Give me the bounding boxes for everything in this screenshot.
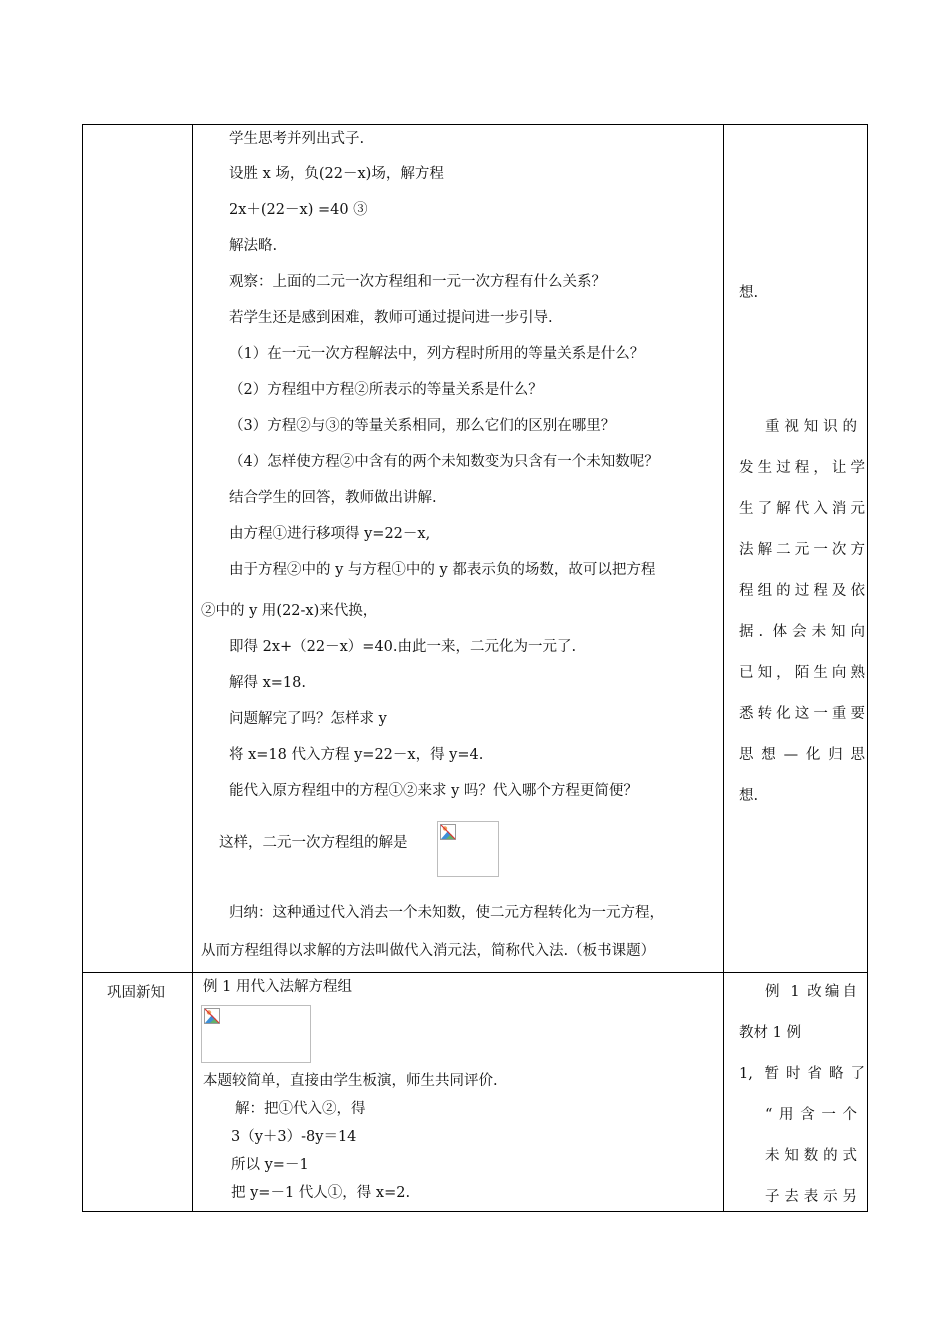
note-line: 重视知识的 [765,419,857,435]
text-line: 问题解完了吗？怎样求 y [229,711,387,727]
text-line: 本题较简单，直接由学生板演，师生共同评价. [203,1073,498,1089]
equation-line: 所以 y=－1 [231,1157,309,1173]
note-line: 程组的过程及依 [739,583,865,599]
note-line: 发生过程，让学 [739,460,865,476]
note-line: 想. [739,285,759,301]
text-line: 学生思考并列出式子. [229,131,365,147]
question-line: （1）在一元一次方程解法中，列方程时所用的等量关系是什么？ [229,346,645,362]
note-line: 1, 暂时省略了 [739,1066,865,1082]
text-line: 结合学生的回答，教师做出讲解. [229,490,437,506]
note-line: 例 1 改编自 [765,984,857,1000]
text-line: 解法略. [229,238,278,254]
text-line: 解：把①代入②，得 [235,1101,366,1117]
text-line: 设胜 x 场，负(22－x)场，解方程 [229,166,444,182]
text-line: 能代入原方程组中的方程①②来求 y 吗？代入哪个方程更简便？ [229,783,638,799]
broken-image-icon [204,1008,220,1024]
question-line: （2）方程组中方程②所表示的等量关系是什么？ [229,382,543,398]
note-line: 思想—化归思 [739,747,865,763]
note-line: 悉转化这一重要 [739,706,865,722]
question-line: （4）怎样使方程②中含有的两个未知数变为只含有一个未知数呢？ [229,454,659,470]
column-divider-1 [192,125,193,1211]
row-label-consolidate: 巩固新知 [107,985,165,1001]
note-line: 未知数的式 [765,1148,857,1164]
note-line: 生了解代入消元 [739,501,865,517]
text-line: ②中的 y 用(22-x)来代换， [201,603,378,619]
text-line: 由方程①进行移项得 y=22－x, [229,526,431,542]
note-line: 已知，陌生向熟 [739,665,865,681]
text-line: 即得 2x+（22－x）=40.由此一来，二元化为一元了. [229,639,577,655]
equation-line: 2x＋(22－x) =40 ③ [229,202,368,218]
equation-line: 把 y=－1 代人①，得 x=2. [231,1185,411,1201]
lesson-table [82,124,868,1212]
note-line: 法解二元一次方 [739,542,865,558]
note-line: 据. 体会未知向 [739,624,865,640]
note-line: 子去表示另 [765,1189,857,1205]
summary-line: 从而方程组得以求解的方法叫做代入消元法，简称代入法.（板书课题） [201,943,656,959]
note-line: “用含一个 [765,1107,857,1123]
text-line: 若学生还是感到困难，教师可通过提问进一步引导. [229,310,553,326]
text-line: 由于方程②中的 y 与方程①中的 y 都表示负的场数，故可以把方程 [229,562,656,578]
broken-image-icon [440,824,456,840]
solution-line: 这样，二元一次方程组的解是 [219,835,408,851]
column-divider-2 [723,125,724,1211]
question-line: （3）方程②与③的等量关系相同，那么它们的区别在哪里？ [229,418,616,434]
system-image-placeholder [201,1005,311,1063]
text-line: 观察：上面的二元一次方程组和一元一次方程有什么关系？ [229,274,606,290]
text-line: 解得 x=18. [229,675,306,691]
note-line: 想. [739,788,759,804]
equation-line: 3（y＋3）-8y＝14 [231,1129,357,1145]
text-line: 将 x=18 代入方程 y=22－x，得 y=4. [229,747,484,763]
summary-line: 归纳：这种通过代入消去一个未知数，使二元方程转化为一元方程， [229,905,664,921]
row-divider [83,972,867,973]
solution-image-placeholder [437,821,499,877]
example-title: 例 1 用代入法解方程组 [203,979,352,995]
note-line: 教材 1 例 [739,1025,801,1041]
